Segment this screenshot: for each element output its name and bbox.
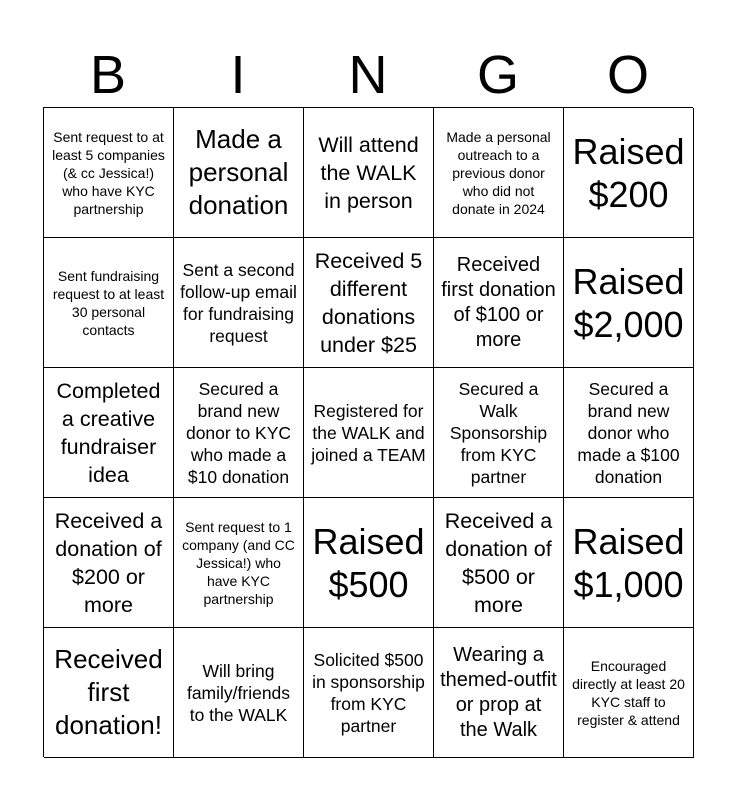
bingo-cell [434, 628, 564, 758]
bingo-cell [304, 238, 434, 368]
bingo-cell [304, 628, 434, 758]
cell-text: Received 5 different donations under $25 [314, 248, 423, 357]
bingo-cell [564, 368, 694, 498]
cell-text: Sent fundraising request to at least 30 personal contacts [52, 267, 165, 338]
cell-text: Will bring family/friends to the WALK [186, 660, 291, 725]
bingo-cell [434, 498, 564, 628]
cell-text: Registered for the WALK and joined a TEAM [311, 400, 426, 465]
cell-text: Raised $1,000 [572, 520, 685, 605]
header-letter-i: I [230, 45, 246, 105]
cell-text: Received a donation of $200 or more [54, 508, 163, 617]
bingo-cell [44, 368, 174, 498]
cell-text: Wearing a themed-outfit or prop at the Walk [440, 643, 557, 741]
bingo-cell [174, 628, 304, 758]
bingo-cell [44, 628, 174, 758]
bingo-cell [434, 368, 564, 498]
cell-text: Encouraged directly at least 20 KYC staff to register & attend [572, 657, 685, 728]
cell-text: Sent request to at least 5 companies (& cc Jessica!) who have KYC partnership [52, 128, 165, 217]
bingo-cell [44, 108, 174, 238]
cell-text: Completed a creative fundraiser idea [56, 378, 161, 487]
cell-text: Secured a brand new donor who made a $100 donation [577, 378, 680, 487]
cell-text: Secured a Walk Sponsorship from KYC partner [449, 378, 548, 487]
bingo-grid [43, 107, 693, 757]
cell-text: Made a personal outreach to a previous donor who did not donate in 2024 [446, 128, 551, 217]
bingo-cell [174, 368, 304, 498]
cell-text: Secured a brand new donor to KYC who made a $10 donation [185, 378, 292, 487]
bingo-cell [174, 498, 304, 628]
cell-text: Sent request to 1 company (and CC Jessica!) who have KYC partnership [182, 518, 295, 607]
cell-text: Raised $500 [312, 520, 425, 605]
cell-text: Will attend the WALK in person [318, 132, 419, 213]
bingo-cell [304, 108, 434, 238]
header-letter-n: N [348, 45, 388, 105]
bingo-cell [564, 238, 694, 368]
header-letter-g: G [476, 45, 519, 105]
cell-text: Received first donation of $100 or more [441, 253, 556, 351]
bingo-cell [174, 238, 304, 368]
bingo-cell [44, 498, 174, 628]
cell-text: Received first donation! [54, 644, 163, 740]
cell-text: Received a donation of $500 or more [444, 508, 553, 617]
cell-text: Made a personal donation [188, 124, 289, 220]
bingo-cell [174, 108, 304, 238]
cell-text: Sent a second follow-up email for fundraising request [180, 259, 297, 346]
bingo-cell [304, 498, 434, 628]
bingo-cell [564, 628, 694, 758]
bingo-cell [434, 108, 564, 238]
bingo-cell [44, 238, 174, 368]
bingo-cell [564, 108, 694, 238]
cell-text: Raised $200 [572, 130, 685, 215]
cell-text: Solicited $500 in sponsorship from KYC partner [312, 649, 425, 736]
bingo-cell [434, 238, 564, 368]
bingo-cell [564, 498, 694, 628]
header-letter-b: B [89, 45, 127, 105]
bingo-header [43, 44, 693, 106]
header-letter-o: O [606, 45, 649, 105]
cell-text: Raised $2,000 [572, 260, 685, 345]
bingo-cell [304, 368, 434, 498]
